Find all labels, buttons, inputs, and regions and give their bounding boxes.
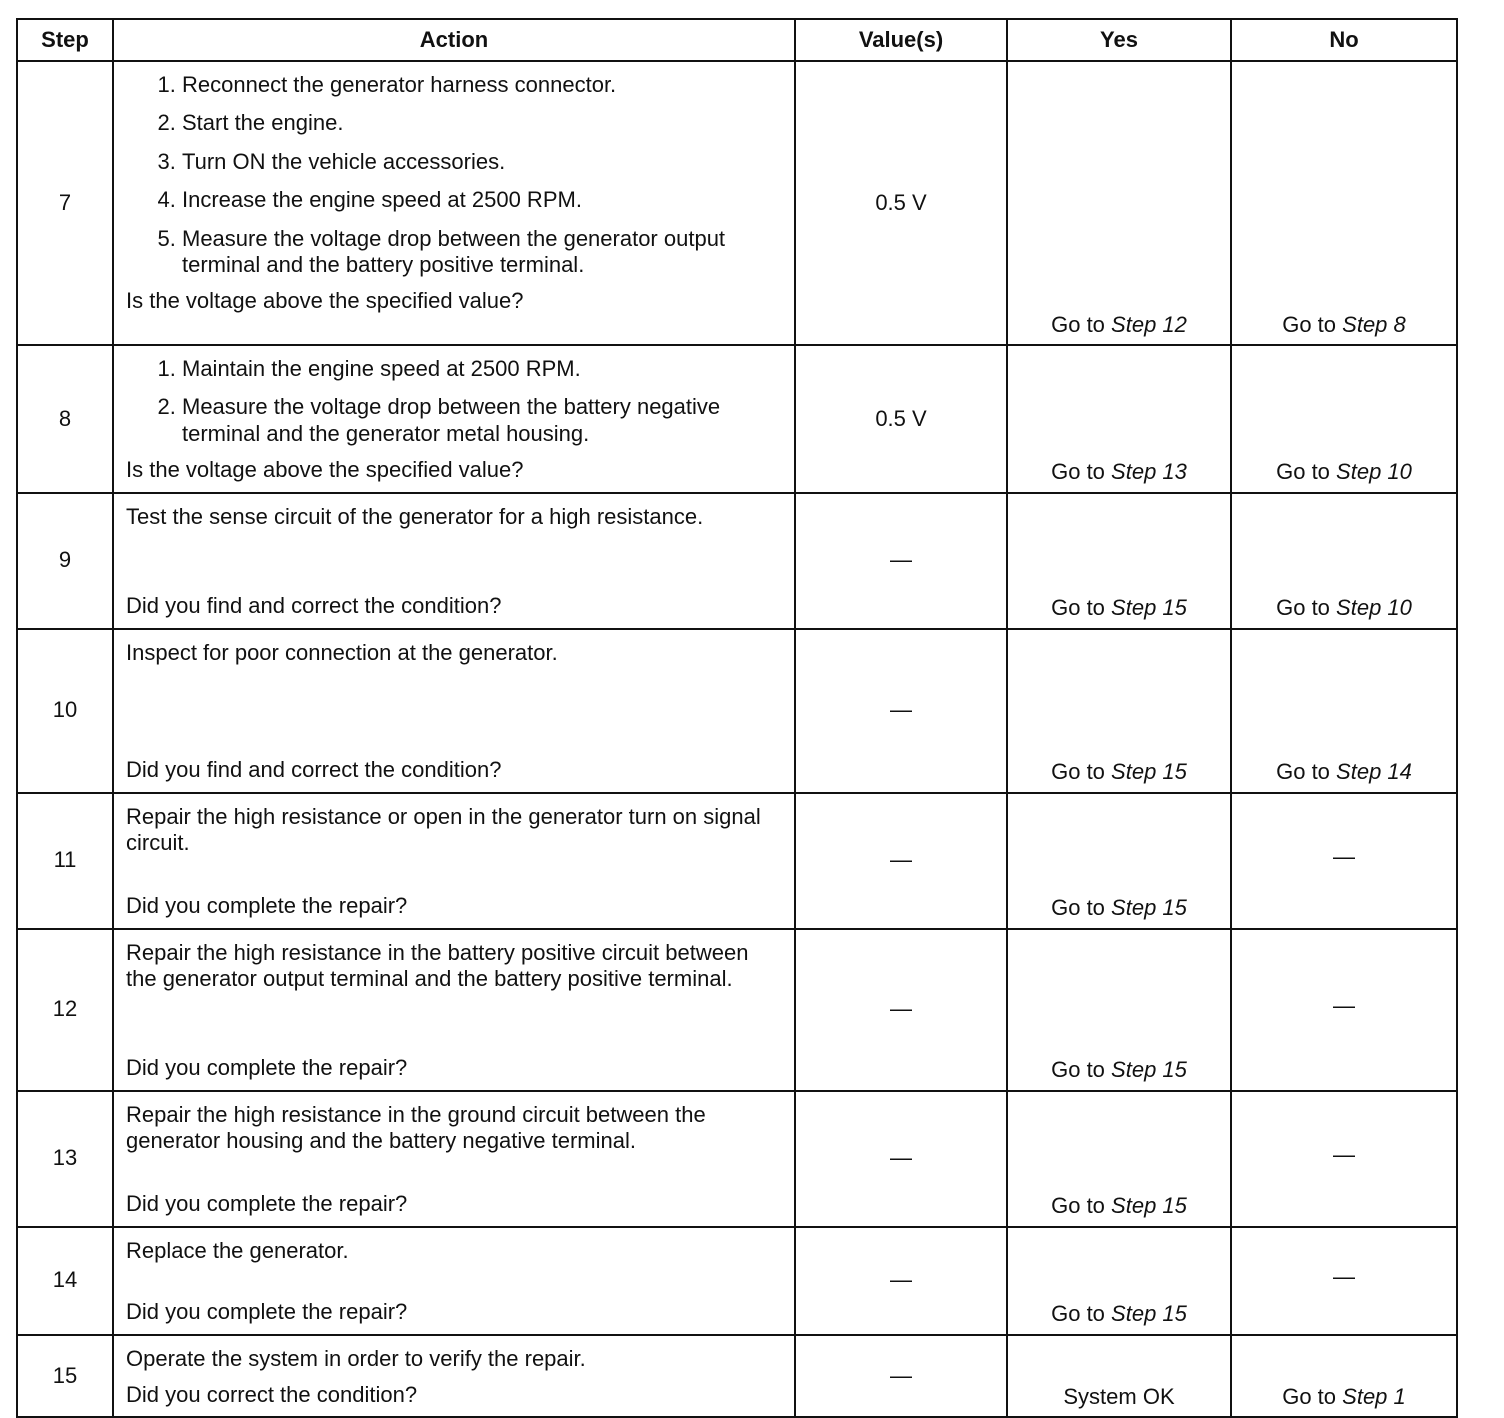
value-cell: 0.5 V	[795, 61, 1007, 345]
action-text: Replace the generator.	[126, 1237, 349, 1263]
no-cell: —	[1231, 793, 1457, 929]
action-cell	[113, 345, 795, 493]
table-row	[17, 929, 1457, 1091]
step-link: Step 15	[1111, 1057, 1187, 1083]
table-row	[17, 1335, 1457, 1418]
header-values: Value(s)	[795, 19, 1007, 61]
value-cell: —	[795, 793, 1007, 929]
go-to-label: Go to	[1276, 759, 1330, 785]
action-list	[126, 356, 784, 457]
header-action: Action	[113, 19, 795, 61]
action-question: Is the voltage above the specified value?	[126, 457, 524, 483]
action-text: Repair the high resistance in the ground circuit between the generator housing and the battery negative terminal.	[126, 1101, 706, 1153]
yes-cell	[1007, 345, 1231, 493]
step-link: Step 1	[1342, 1383, 1406, 1409]
header-step: Step	[17, 19, 113, 61]
no-cell: —	[1231, 1091, 1457, 1227]
no-cell	[1231, 61, 1457, 345]
action-cell	[113, 793, 795, 929]
action-question: Did you find and correct the condition?	[126, 757, 502, 783]
action-list-item: 2. Start the engine.	[182, 110, 784, 136]
go-to-label: Go to	[1051, 759, 1105, 785]
step-link: Step 8	[1342, 311, 1406, 337]
action-list-item: 3. Turn ON the vehicle accessories.	[182, 149, 784, 175]
action-text: Test the sense circuit of the generator for a high resistance.	[126, 503, 704, 529]
table-row	[17, 793, 1457, 929]
go-to-label: Go to	[1051, 895, 1105, 921]
value-cell: 0.5 V	[795, 345, 1007, 493]
yes-cell	[1007, 61, 1231, 345]
action-cell	[113, 1227, 795, 1335]
go-to-label: Go to	[1282, 311, 1337, 337]
go-to-label: Go to	[1051, 1193, 1105, 1219]
no-cell	[1231, 345, 1457, 493]
header-yes: Yes	[1007, 19, 1231, 61]
action-cell	[113, 1091, 795, 1227]
go-to-label: Go to	[1051, 595, 1105, 621]
action-list-item: 2. Measure the voltage drop between the battery negative terminal and the generator metal housing.	[182, 394, 784, 447]
action-question: Did you complete the repair?	[126, 1055, 408, 1081]
action-list-item: 1. Reconnect the generator harness connector.	[182, 72, 784, 98]
step-number: 13	[17, 1091, 113, 1227]
no-cell	[1231, 493, 1457, 629]
go-to-label: Go to	[1276, 595, 1330, 621]
value-cell: —	[795, 493, 1007, 629]
step-number: 14	[17, 1227, 113, 1335]
action-text: Repair the high resistance in the battery positive circuit between the generator output terminal and the battery positive terminal.	[126, 939, 749, 991]
yes-cell	[1007, 793, 1231, 929]
table-row	[17, 493, 1457, 629]
table-row	[17, 629, 1457, 793]
action-list-item: 4. Increase the engine speed at 2500 RPM.	[182, 187, 784, 213]
table-row	[17, 345, 1457, 493]
go-to-label: Go to	[1051, 311, 1105, 337]
step-link: Step 13	[1111, 459, 1187, 485]
go-to-label: Go to	[1051, 1301, 1105, 1327]
value-cell: —	[795, 1091, 1007, 1227]
action-text: Operate the system in order to verify the repair.	[126, 1345, 586, 1371]
step-link: Step 15	[1111, 1193, 1187, 1219]
action-question: Did you find and correct the condition?	[126, 593, 502, 619]
table-row	[17, 61, 1457, 345]
yes-cell	[1007, 929, 1231, 1091]
no-cell: —	[1231, 929, 1457, 1091]
action-question: Is the voltage above the specified value?	[126, 288, 524, 314]
go-to-label: Go to	[1051, 1057, 1105, 1083]
step-number: 7	[17, 61, 113, 345]
yes-cell	[1007, 1091, 1231, 1227]
action-question: Did you complete the repair?	[126, 1191, 408, 1217]
value-cell: —	[795, 1227, 1007, 1335]
action-cell	[113, 1335, 795, 1418]
step-link: Step 15	[1111, 1301, 1187, 1327]
step-link: Step 14	[1336, 759, 1412, 785]
table-row	[17, 1227, 1457, 1335]
step-link: Step 15	[1111, 595, 1187, 621]
header-row	[17, 19, 1457, 61]
step-link: Step 15	[1111, 759, 1187, 785]
diagnostic-table	[16, 18, 1458, 1418]
action-cell	[113, 493, 795, 629]
step-link: Step 15	[1111, 895, 1187, 921]
action-cell	[113, 61, 795, 345]
value-cell: —	[795, 929, 1007, 1091]
action-question: Did you correct the condition?	[126, 1381, 418, 1407]
table-row	[17, 1091, 1457, 1227]
step-number: 12	[17, 929, 113, 1091]
action-cell	[113, 629, 795, 793]
action-text: Inspect for poor connection at the generator.	[126, 639, 558, 665]
action-list-item: 1. Maintain the engine speed at 2500 RPM.	[182, 356, 784, 382]
yes-cell	[1007, 1227, 1231, 1335]
step-number: 8	[17, 345, 113, 493]
action-text: Repair the high resistance or open in the generator turn on signal circuit.	[126, 803, 761, 855]
go-to-label: Go to	[1276, 459, 1330, 485]
action-list	[126, 72, 784, 288]
step-number: 15	[17, 1335, 113, 1418]
go-to-label: Go to	[1282, 1383, 1337, 1409]
step-link: Step 10	[1336, 459, 1412, 485]
step-link: Step 12	[1111, 311, 1187, 337]
step-number: 11	[17, 793, 113, 929]
no-cell	[1231, 1335, 1457, 1418]
yes-cell: System OK	[1007, 1335, 1231, 1418]
go-to-label: Go to	[1051, 459, 1105, 485]
step-number: 10	[17, 629, 113, 793]
step-number: 9	[17, 493, 113, 629]
step-link: Step 10	[1336, 595, 1412, 621]
value-cell: —	[795, 1335, 1007, 1418]
yes-cell	[1007, 493, 1231, 629]
action-cell	[113, 929, 795, 1091]
no-cell	[1231, 629, 1457, 793]
value-cell: —	[795, 629, 1007, 793]
no-cell: —	[1231, 1227, 1457, 1335]
yes-cell	[1007, 629, 1231, 793]
action-question: Did you complete the repair?	[126, 1299, 408, 1325]
action-list-item: 5. Measure the voltage drop between the generator output terminal and the battery positive terminal.	[182, 226, 784, 279]
action-question: Did you complete the repair?	[126, 893, 408, 919]
header-no: No	[1231, 19, 1457, 61]
